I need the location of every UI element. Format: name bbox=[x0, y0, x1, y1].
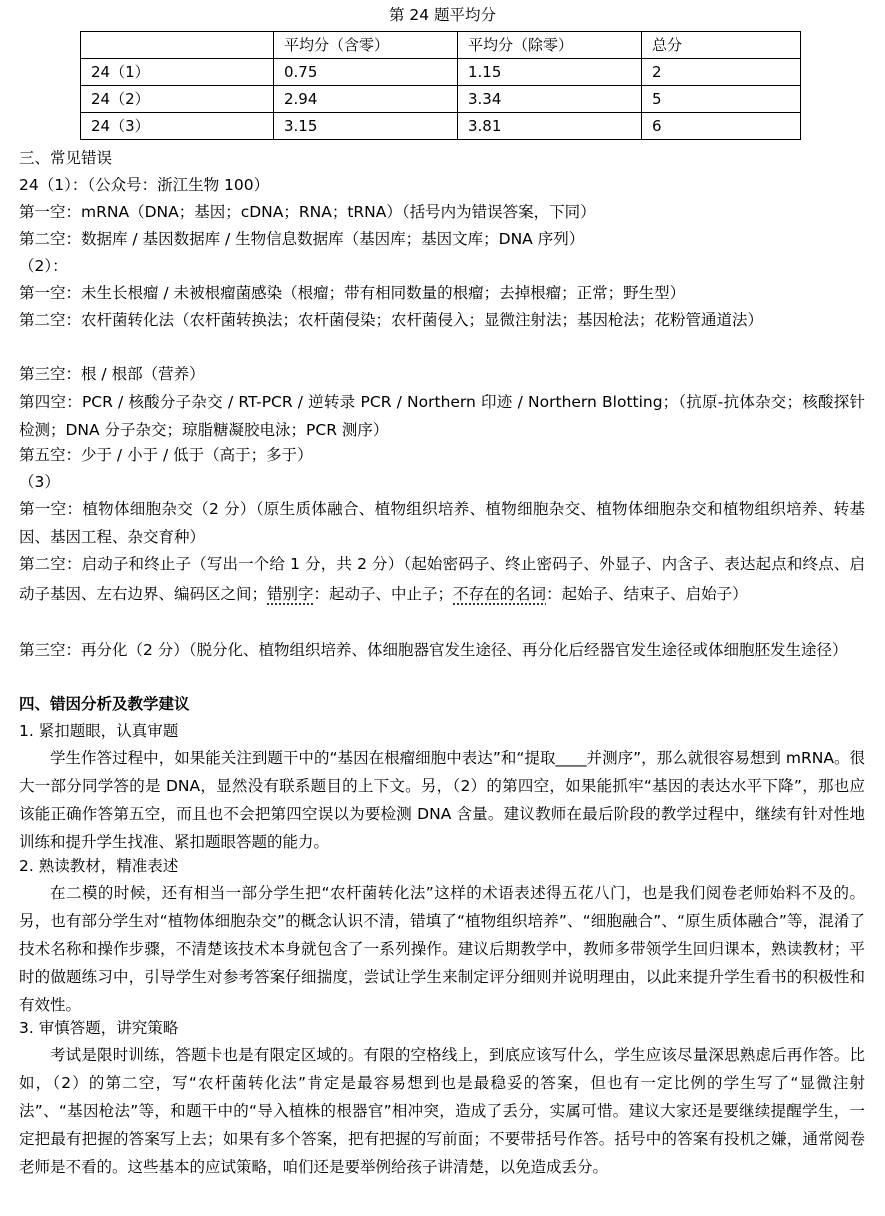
table-row bbox=[81, 113, 801, 140]
point1-body: 学生作答过程中，如果能关注到题干中的“基因在根瘤细胞中表达”和“提取____并测序”，那么就很容易想到 mRNA。很大一部分同学答的是 DNA，显然没有联系题目的上下文。另，（2）的第四空，如果能抓牢“基因的表达水平下降”，那也应该能正确作答第五空，而且也不会把第四空误以为要检测 DNA 含量。建议教师在最后阶段的教学过程中，继续有针对性地训练和提升学生找准、紧扣题眼答题的能力。 bbox=[19, 749, 865, 851]
table-cell: 1.15 bbox=[458, 59, 642, 86]
table-row bbox=[81, 59, 801, 86]
table-header-cell: 平均分（含零） bbox=[274, 32, 458, 59]
point3-title: 3. 审慎答题，讲究策略 bbox=[19, 1019, 179, 1037]
point1-title: 1. 紧扣题眼，认真审题 bbox=[19, 722, 179, 740]
q3-blank2 bbox=[19, 549, 865, 609]
point2-title: 2. 熟读教材，精准表述 bbox=[19, 857, 179, 875]
section4-heading: 四、错因分析及教学建议 bbox=[19, 695, 190, 713]
q3-label: （3） bbox=[19, 473, 60, 491]
score-table bbox=[80, 31, 801, 140]
table-header-row bbox=[81, 32, 801, 59]
q2-blank3: 第三空：根 / 根部（营养） bbox=[19, 365, 205, 383]
table-cell: 2.94 bbox=[274, 86, 458, 113]
point3-body: 考试是限时训练，答题卡也是有限定区域的。有限的空格线上，到底应该写什么，学生应该尽量深思熟虑后再作答。比如，（2）的第二空，写“农杆菌转化法”肯定是最容易想到也是最稳妥的答案，但也有一定比例的学生写了“显微注射法”、“基因枪法”等，和题干中的“导入植株的根器官”相冲突，造成了丢分，实属可惜。建议大家还是要继续提醒学生，一定把最有把握的答案写上去；如果有多个答案，把有把握的写前面；不要带括号作答。括号中的答案有投机之嫌，通常阅卷老师是不看的。这些基本的应试策略，咱们还是要举例给孩子讲清楚，以免造成丢分。 bbox=[19, 1046, 865, 1176]
table-cell: 3.15 bbox=[274, 113, 458, 140]
q1-label: 24（1）：（公众号：浙江生物 100） bbox=[19, 176, 270, 194]
q2-blank2: 第二空：农杆菌转化法（农杆菌转换法；农杆菌侵染；农杆菌侵入；显微注射法；基因枪法；花粉管通道法） bbox=[19, 311, 764, 329]
table-header-cell bbox=[81, 32, 274, 59]
q3-blank1: 第一空：植物体细胞杂交（2 分）（原生质体融合、植物组织培养、植物细胞杂交、植物体细胞杂交和植物组织培养、转基因、基因工程、杂交育种） bbox=[19, 500, 865, 546]
typo-note: 错别字 bbox=[267, 585, 314, 603]
q3-blank3: 第三空：再分化（2 分）（脱分化、植物组织培养、体细胞器官发生途径、再分化后经器官发生途径或体细胞胚发生途径） bbox=[19, 641, 848, 659]
q2-label: （2）： bbox=[19, 257, 68, 275]
table-row bbox=[81, 86, 801, 113]
table-cell: 0.75 bbox=[274, 59, 458, 86]
table-title: 第 24 题平均分 bbox=[388, 6, 497, 24]
q1-blank1: 第一空：mRNA（DNA；基因；cDNA；RNA；tRNA）（括号内为错误答案，下同） bbox=[19, 203, 596, 221]
table-header-cell: 平均分（除零） bbox=[458, 32, 642, 59]
q3-blank2-text: ：起动子、中止子； bbox=[313, 585, 454, 603]
q2-blank4: 第四空：PCR / 核酸分子杂交 / RT-PCR / 逆转录 PCR / Northern 印迹 / Northern Blotting；（抗原-抗体杂交；核酸探针检测；DNA 分子杂交；琼脂糖凝胶电泳；PCR 测序） bbox=[19, 393, 865, 439]
table-cell: 24（2） bbox=[81, 86, 274, 113]
point2-body: 在二模的时候，还有相当一部分学生把“农杆菌转化法”这样的术语表述得五花八门，也是我们阅卷老师始料不及的。另，也有部分学生对“植物体细胞杂交”的概念认识不清，错填了“植物组织培养”、“细胞融合”、“原生质体融合”等，混淆了技术名称和操作步骤，不清楚该技术本身就包含了一系列操作。建议后期教学中，教师多带领学生回归课本，熟读教材；平时的做题练习中，引导学生对参考答案仔细揣度，尝试让学生来制定评分细则并说明理由，以此来提升学生看书的积极性和有效性。 bbox=[19, 884, 865, 1014]
table-cell: 5 bbox=[642, 86, 801, 113]
table-cell: 24（1） bbox=[81, 59, 274, 86]
section3-heading: 三、常见错误 bbox=[19, 149, 113, 167]
q3-blank2-text: ：起始子、结束子、启始子） bbox=[546, 585, 748, 603]
table-cell: 3.81 bbox=[458, 113, 642, 140]
q3-blank2-text: 第二空：启动子和终止子（写出一个给 1 分，共 2 分）（起始密码子、终止密码子、外显子、内含子、表达起点和终点、启动子基因、左右边界、编码区之间； bbox=[19, 555, 865, 603]
table-cell: 2 bbox=[642, 59, 801, 86]
table-cell: 3.34 bbox=[458, 86, 642, 113]
q2-blank5: 第五空：少于 / 小于 / 低于（高于；多于） bbox=[19, 446, 313, 464]
q2-blank1: 第一空：未生长根瘤 / 未被根瘤菌感染（根瘤；带有相同数量的根瘤；去掉根瘤；正常；野生型） bbox=[19, 284, 686, 302]
q1-blank2: 第二空：数据库 / 基因数据库 / 生物信息数据库（基因库；基因文库；DNA 序列） bbox=[19, 230, 585, 248]
nonexistent-term-note: 不存在的名词 bbox=[453, 585, 547, 603]
table-header-cell: 总分 bbox=[642, 32, 801, 59]
table-cell: 6 bbox=[642, 113, 801, 140]
table-cell: 24（3） bbox=[81, 113, 274, 140]
